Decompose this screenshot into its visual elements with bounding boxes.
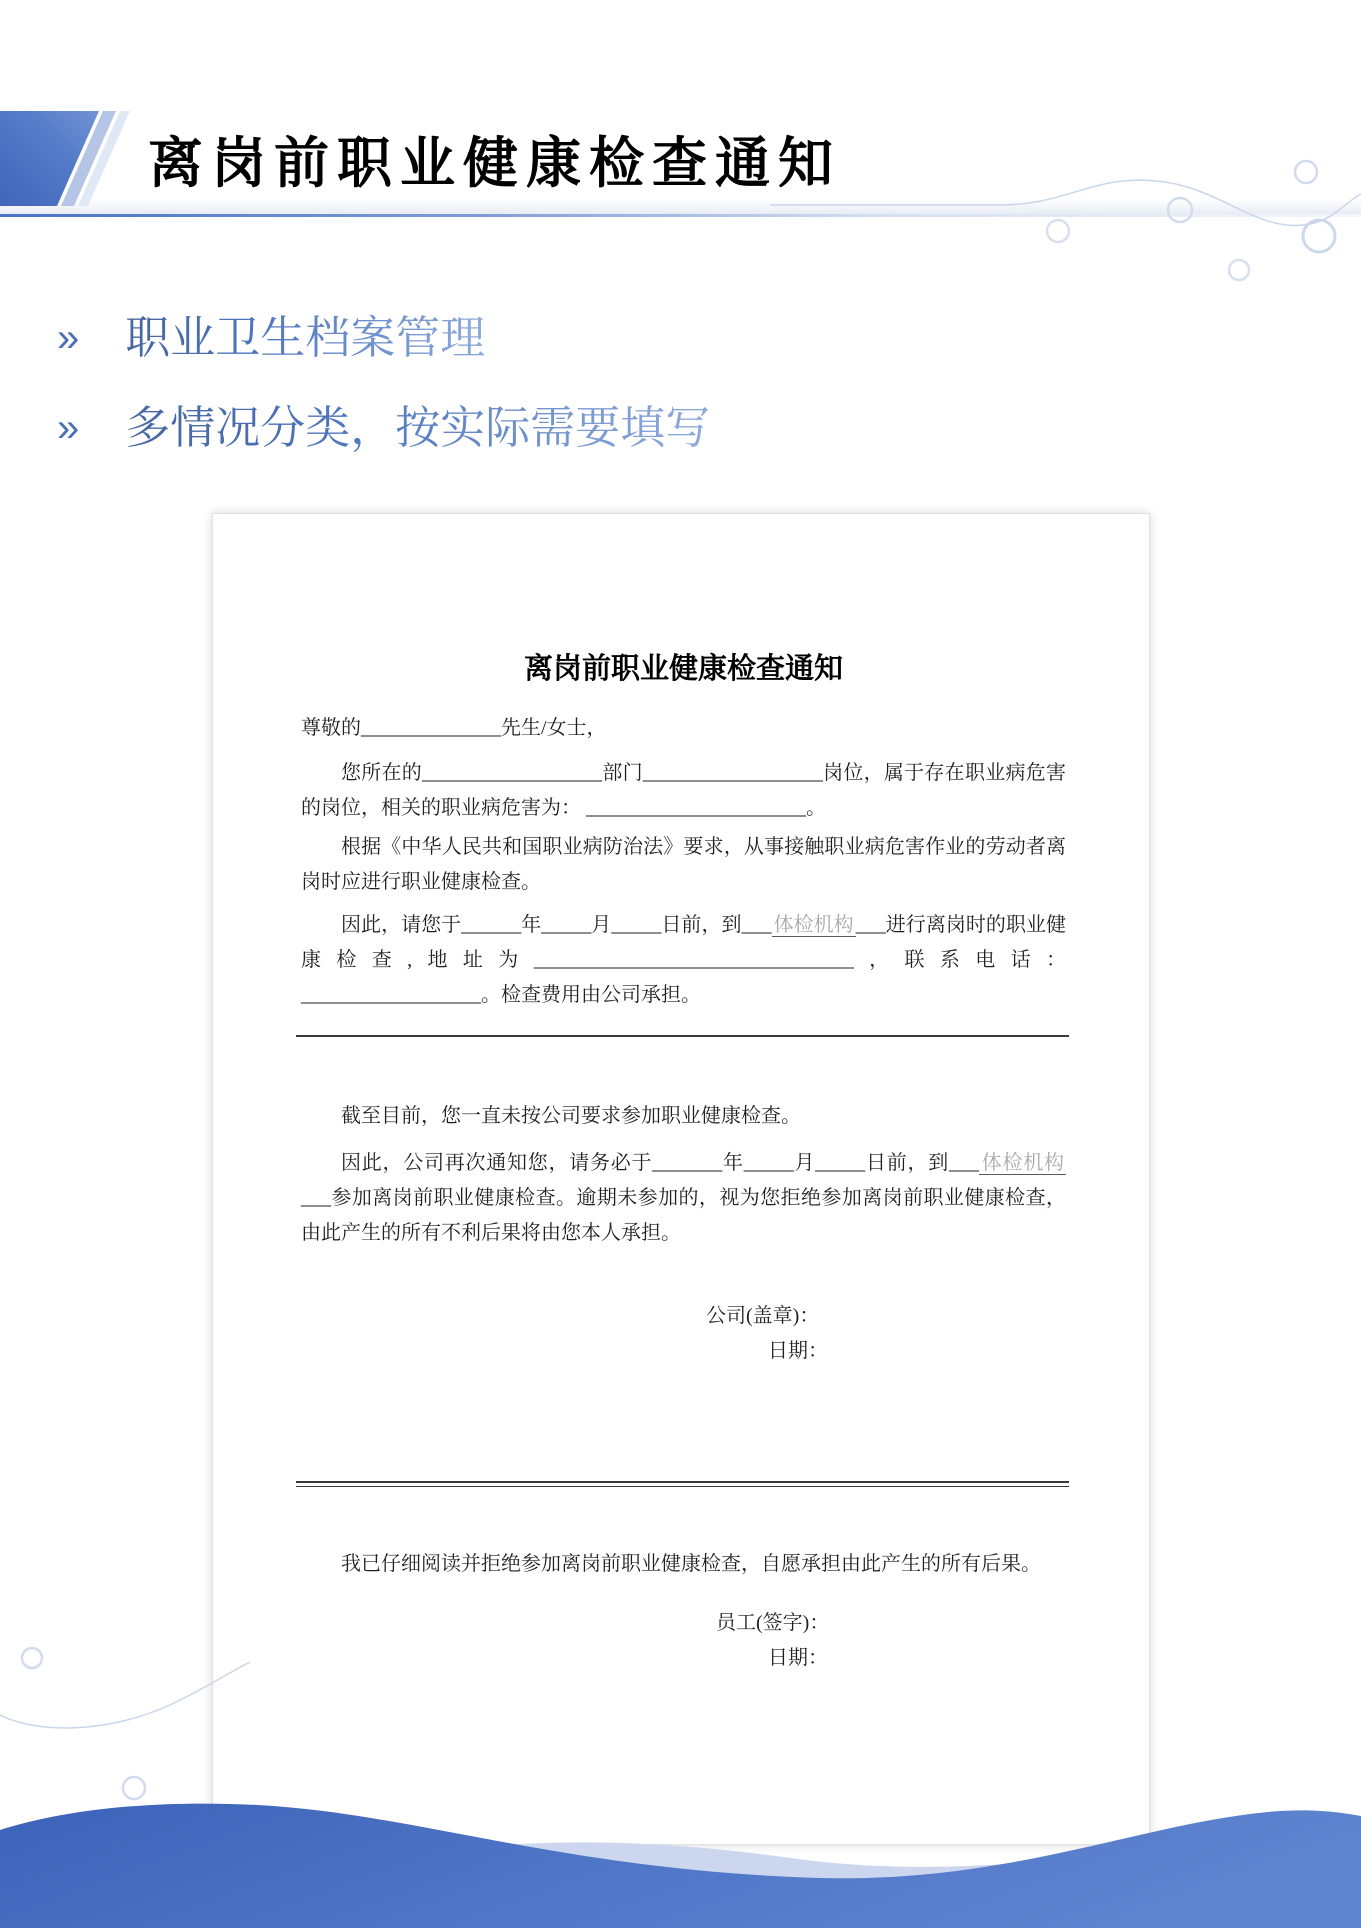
notice-document-card (212, 513, 1150, 1845)
law-reference-paragraph: 根据《中华人民共和国职业病防治法》要求，从事接触职业病危害作业的劳动者离岗时应进行职业健康检查。 (301, 836, 1066, 893)
employee-signature-label: 员工(签字)： (716, 1612, 830, 1634)
company-seal-label: 公司(盖章)： (706, 1305, 820, 1327)
chevrons-right-icon: » (57, 316, 80, 360)
header-parallelogram-decoration (0, 111, 140, 206)
refusal-statement-paragraph: 我已仔细阅读并拒绝参加离岗前职业健康检查，自愿承担由此产生的所有后果。 (341, 1553, 1041, 1575)
footer-wave (0, 1728, 1361, 1928)
second-notice-paragraph (301, 1146, 1066, 1251)
section-divider-single (296, 1035, 1069, 1037)
chevrons-right-icon: » (57, 406, 80, 450)
medical-institution-placeholder: 体检机构 (981, 1152, 1064, 1174)
second-notice-pre: 因此，公司再次通知您，请务必于_______年_____月_____日前，到___ (341, 1152, 979, 1174)
page-title: 离岗前职业健康检查通知 (148, 132, 842, 194)
salutation-line: 尊敬的______________先生/女士， (301, 717, 607, 739)
employee-date-label: 日期： (768, 1647, 828, 1669)
first-notice-paragraph (301, 908, 1066, 1013)
bullet-1-label: 职业卫生档案管理 (125, 306, 485, 370)
company-date-label: 日期： (768, 1340, 828, 1362)
section-divider-double (296, 1481, 1069, 1487)
bullet-2-label: 多情况分类，按实际需要填写 (125, 396, 710, 460)
header-wave-decoration (770, 148, 1361, 298)
position-paragraph: 您所在的__________________部门__________________岗位，属于存在职业病危害的岗位，相关的职业病危害为： ______________________。 (301, 762, 1066, 819)
document-title: 离岗前职业健康检查通知 (523, 653, 843, 685)
second-notice-post: ___参加离岗前职业健康检查。逾期未参加的，视为您拒绝参加离岗前职业健康检查，由此产生的所有不利后果将由您本人承担。 (301, 1187, 1066, 1244)
bullet-item-1 (57, 306, 485, 370)
first-notice-post: ___进行离岗时的职业健康检查,地址为________________________________，联系电话： __________________。检查费用由公司承担。 (301, 914, 1067, 1006)
bullet-item-2 (57, 396, 710, 460)
first-notice-pre: 因此，请您于______年_____月_____日前，到___ (341, 914, 772, 936)
overdue-paragraph: 截至目前，您一直未按公司要求参加职业健康检查。 (341, 1105, 801, 1127)
medical-institution-placeholder: 体检机构 (773, 914, 854, 936)
